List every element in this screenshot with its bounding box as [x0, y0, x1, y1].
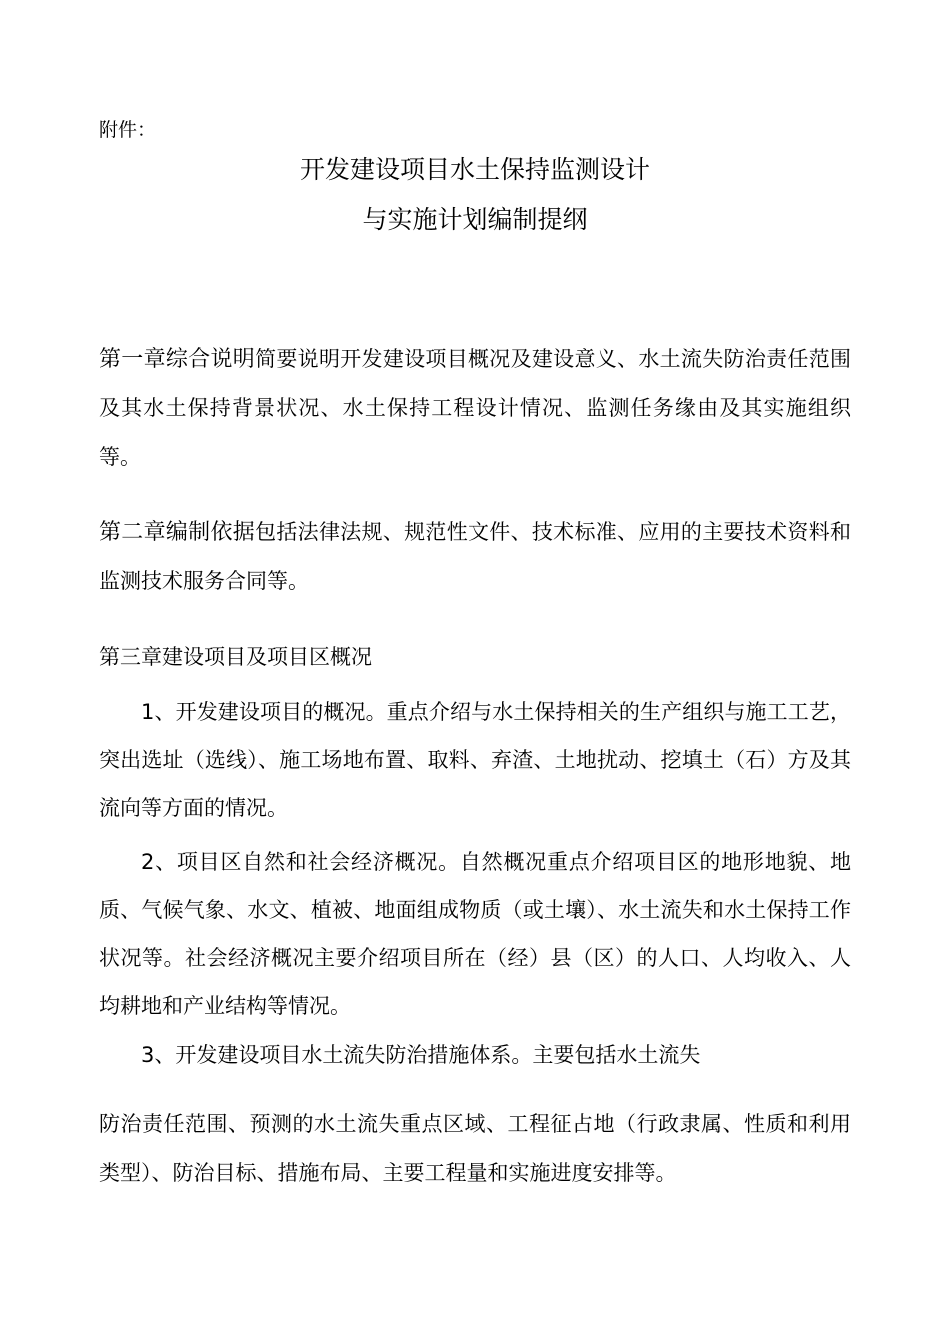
chapter3-heading: 第三章建设项目及项目区概况: [99, 645, 372, 669]
document-title-line2: 与实施计划编制提纲: [362, 205, 588, 234]
chapter1-paragraph: [99, 335, 851, 482]
attachment-label: 附件：: [99, 119, 157, 141]
chapter2-paragraph: [99, 508, 851, 606]
chapter3-item1: 1、开发建设项目的概况。重点介绍与水土保持相关的生产组织与施工工艺，突出选址（选线）、施工场地布置、取料、弃渣、土地扰动、挖填土（石）方及其流向等方面的情况。: [99, 700, 851, 820]
chapter1-text: 简要说明开发建设项目概况及建设意义、水土流失防治责任范围及其水土保持背景状况、水土保持工程设计情况、监测任务缘由及其实施组织等。: [99, 347, 851, 469]
chapter3-item3-first-line: 3、开发建设项目水土流失防治措施体系。主要包括水土流失: [141, 1043, 701, 1067]
chapter2-text: 包括法律法规、规范性文件、技术标准、应用的主要技术资料和监测技术服务合同等。: [99, 520, 851, 593]
chapter3-item2: 2、项目区自然和社会经济概况。自然概况重点介绍项目区的地形地貌、地质、气候气象、水文、植被、地面组成物质（或土壤）、水土流失和水土保持工作状况等。社会经济概况主要介绍项目所在（经）县（区）的人口、人均收入、人均耕地和产业结构等情况。: [99, 850, 851, 1018]
chapter3-item3-continued: 防治责任范围、预测的水土流失重点区域、工程征占地（行政隶属、性质和利用类型）、防治目标、措施布局、主要工程量和实施进度安排等。: [99, 1112, 851, 1185]
chapter2-heading: 第二章编制依据: [99, 520, 256, 545]
document-title-line1: 开发建设项目水土保持监测设计: [299, 155, 650, 184]
chapter1-heading: 第一章综合说明: [99, 347, 256, 372]
